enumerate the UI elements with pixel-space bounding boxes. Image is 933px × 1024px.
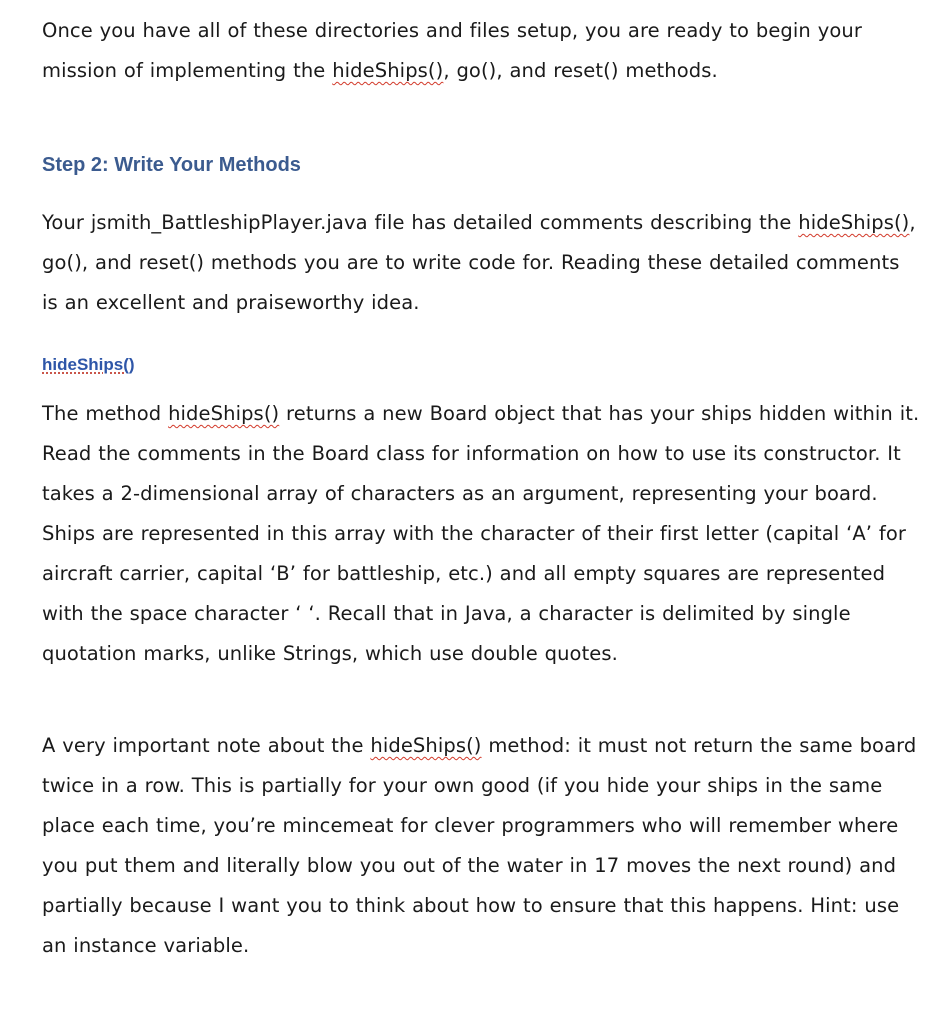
comments-text-end: , go(), and reset() methods you are to write code for. Reading these detailed comments is an excellent and praiseworthy idea. (42, 211, 916, 314)
note-text-start: A very important note about the (42, 734, 371, 757)
intro-text-start: Once you have all of these directories and files setup, you are ready to begin your mission of implementing the (42, 19, 862, 82)
intro-text-end: , go(), and reset() methods. (443, 59, 718, 82)
hideships-method-ref: hideShips() (798, 211, 910, 234)
note-text-end: method: it must not return the same board twice in a row. This is partially for your own good (if you hide your ships in the same place each time, you’re mincemeat for clever programmers who will remember where you put them and literally blow you out of the water in 17 moves the next round) and partially because I want you to think about how to ensure that this happens. Hint: use an instance variable. (42, 734, 917, 957)
hideships-method-ref: hideShips() (168, 402, 280, 425)
hideships-heading: hideShips() (42, 355, 135, 374)
hideships-method-ref: hideShips() (370, 734, 482, 757)
comments-paragraph (42, 203, 922, 323)
hideships-method-ref: hideShips() (332, 59, 444, 82)
description-text-start: The method (42, 402, 169, 425)
description-text-end: returns a new Board object that has your ships hidden within it. Read the comments in the Board class for information on how to use its constructor. It takes a 2-dimensional array of characters as an argument, representing your board. Ships are represented in this array with the character of their first letter (capital ‘A’ for aircraft carrier, capital ‘B’ for battleship, etc.) and all empty squares are represented with the space character ‘ ‘. Recall that in Java, a character is delimited by single quotation marks, unlike Strings, which use double quotes. (42, 402, 920, 665)
step-2-heading: Step 2: Write Your Methods (42, 154, 301, 176)
hideships-description-paragraph (42, 394, 922, 674)
important-note-paragraph (42, 726, 922, 966)
comments-text-start: Your jsmith_BattleshipPlayer.java file has detailed comments describing the (42, 211, 799, 234)
intro-paragraph (42, 11, 922, 91)
